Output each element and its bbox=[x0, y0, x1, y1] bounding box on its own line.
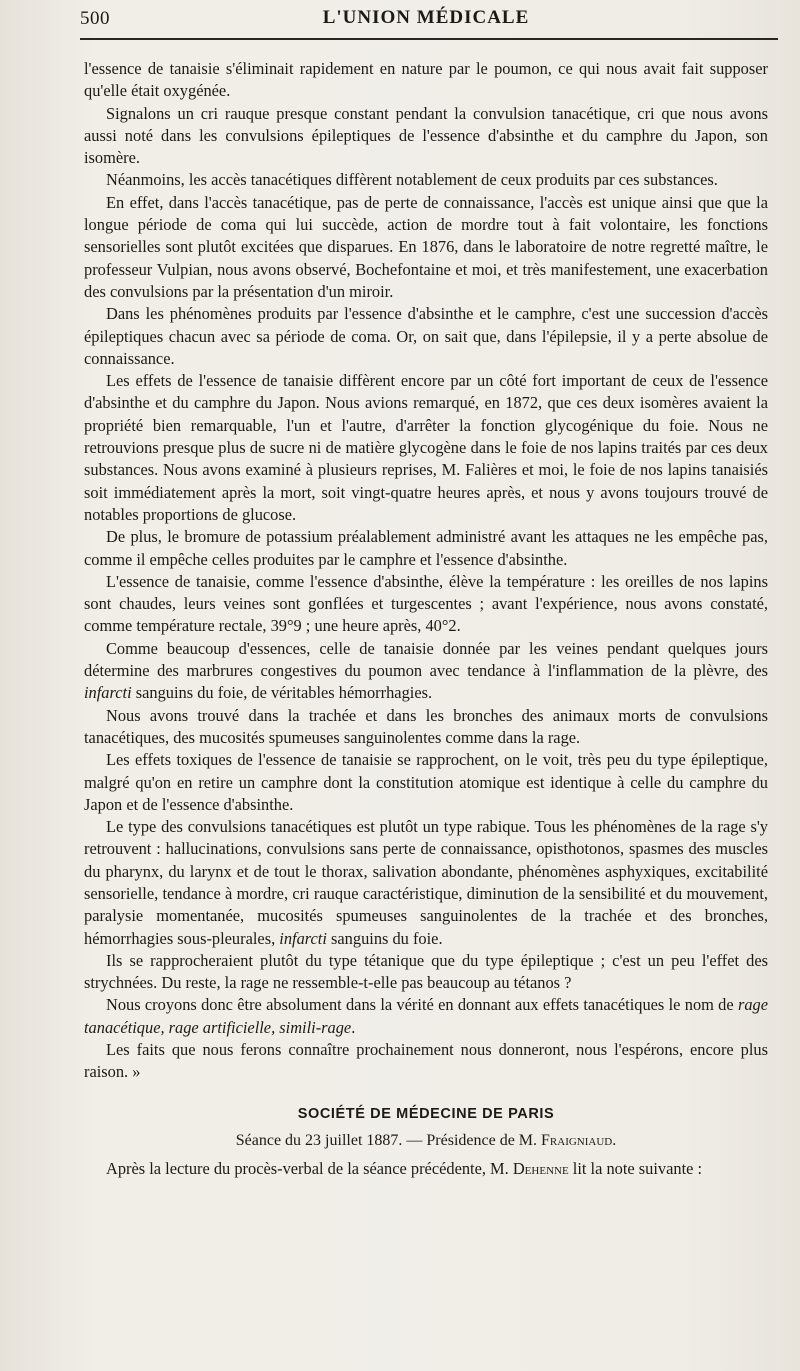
running-title: L'UNION MÉDICALE bbox=[322, 7, 530, 28]
paragraph: De plus, le bromure de potassium préalablement administré avant les attaques ne les empêche pas, comme il empêche celles produites par le camphre et l'essence d'absinthe. bbox=[84, 527, 768, 569]
italic-term: rage tanacétique, rage artificielle, simili-rage bbox=[84, 995, 768, 1037]
italic-term: infarcti bbox=[84, 683, 132, 703]
paragraph: Comme beaucoup d'essences, celle de tanaisie donnée par les veines pendant quelques jours détermine des marbrures congestives du poumon avec tendance à l'inflammation de la plèvre, des infarcti sanguins du foie, de véritables hémorrhagies. bbox=[84, 638, 768, 703]
page-header bbox=[80, 0, 768, 44]
paragraph: En effet, dans l'accès tanacétique, pas de perte de connaissance, l'accès est unique ainsi que que la longue période de coma qui lui succède, action de mordre tout à fait volontaire, les fonctions sensorielles sont plutôt excitées que disparues. En 1876, dans le laboratoire de notre regretté maître, le professeur Vulpian, nous avons observé, Bochefontaine et moi, et très manifestement, une exacerbation des convulsions par la présentation d'un miroir. bbox=[84, 192, 768, 301]
article-body bbox=[84, 58, 768, 1084]
paragraph: Ils se rapprocheraient plutôt du type tétanique que du type épileptique ; c'est un peu l'effet des strychnées. Du reste, la rage ne ressemble-t-elle pas beaucoup au tétanos ? bbox=[84, 950, 768, 993]
section-intro: Après la lecture du procès-verbal de la séance précédente, M. Dehenne lit la note suivante : bbox=[106, 1158, 703, 1178]
paragraph: Nous avons trouvé dans la trachée et dans les bronches des animaux morts de convulsions tanacétiques, des mucosités spumeuses sanguinolentes comme dans la rage. bbox=[84, 705, 768, 747]
paragraph: Signalons un cri rauque presque constant pendant la convulsion tanacétique, cri que nous avons aussi noté dans les convulsions épileptiques de l'essence d'absinthe et du camphre du Japon, son isomère. bbox=[84, 103, 768, 168]
paragraph: Les effets de l'essence de tanaisie diffèrent encore par un côté fort important de ceux de l'essence d'absinthe et du camphre du Japon. Nous avions remarqué, en 1872, que ces deux isomères avaient la propriété bien remarquable, l'un et l'autre, d'arrêter la fonction glycogénique du foie. Nous ne retrouvions presque plus de sucre ni de matière glycogène dans le foie de nos lapins traités par ces deux substances. Nous avons examiné à plusieurs reprises, M. Falières et moi, le foie de nos lapins tanaisiés soit immédiatement après la mort, soit vingt-quatre heures après, et nous y avons toujours trouvé de notables proportions de glucose. bbox=[84, 371, 768, 524]
paragraph: L'essence de tanaisie, comme l'essence d'absinthe, élève la température : les oreilles de nos lapins sont chaudes, leurs veines sont gonflées et turgescentes ; avant l'expérience, nous avons constaté, comme température rectale, 39°9 ; une heure après, 40°2. bbox=[84, 571, 768, 636]
header-rule bbox=[80, 38, 778, 40]
paragraph: Le type des convulsions tanacétiques est plutôt un type rabique. Tous les phénomènes de la rage s'y retrouvent : hallucinations, convulsions sans perte de connaissance, opisthotonos, spasmes des muscles du pharynx, du larynx et de tout le thorax, salivation abondante, phénomènes asphyxiques, excitabilité sensorielle, tendance à mordre, cri rauque caractéristique, diminution de la sensibilité et du mouvement, paralysie momentanée, mucosités spumeuses sanguinolentes de la trachée et des bronches, hémorrhagies sous-pleurales, infarcti sanguins du foie. bbox=[84, 817, 768, 948]
president-name: Fraigniaud bbox=[541, 1131, 613, 1149]
paragraph: Néanmoins, les accès tanacétiques diffèrent notablement de ceux produits par ces substances. bbox=[106, 170, 718, 190]
paragraph: Les effets toxiques de l'essence de tanaisie se rapprochent, on le voit, très peu du type épileptique, malgré qu'on en retire un camphre dont la constitution atomique est identique à celle du camphre du Japon et de l'essence d'absinthe. bbox=[84, 750, 768, 814]
paragraph: Dans les phénomènes produits par l'essence d'absinthe et le camphre, c'est une succession d'accès épileptiques chacun avec sa période de coma. Or, on sait que, dans l'épilepsie, il y a perte absolue de connaissance. bbox=[84, 304, 768, 368]
italic-term: infarcti bbox=[279, 928, 327, 948]
paragraph: Nous croyons donc être absolument dans la vérité en donnant aux effets tanacétiques le nom de rage tanacétique, rage artificielle, simili-rage. bbox=[84, 995, 768, 1037]
page-number: 500 bbox=[80, 8, 110, 29]
section-heading: SOCIÉTÉ DE MÉDECINE DE PARIS bbox=[297, 1105, 555, 1122]
speaker-name: Dehenne bbox=[512, 1158, 569, 1178]
paragraph: Les faits que nous ferons connaître prochainement nous donneront, nous l'espérons, encore plus raison. » bbox=[84, 1040, 768, 1082]
seance-line: Séance du 23 juillet 1887. — Présidence de M. Fraigniaud. bbox=[235, 1131, 617, 1149]
paragraph: l'essence de tanaisie s'éliminait rapidement en nature par le poumon, ce qui nous avait fait supposer qu'elle était oxygénée. bbox=[84, 59, 768, 101]
